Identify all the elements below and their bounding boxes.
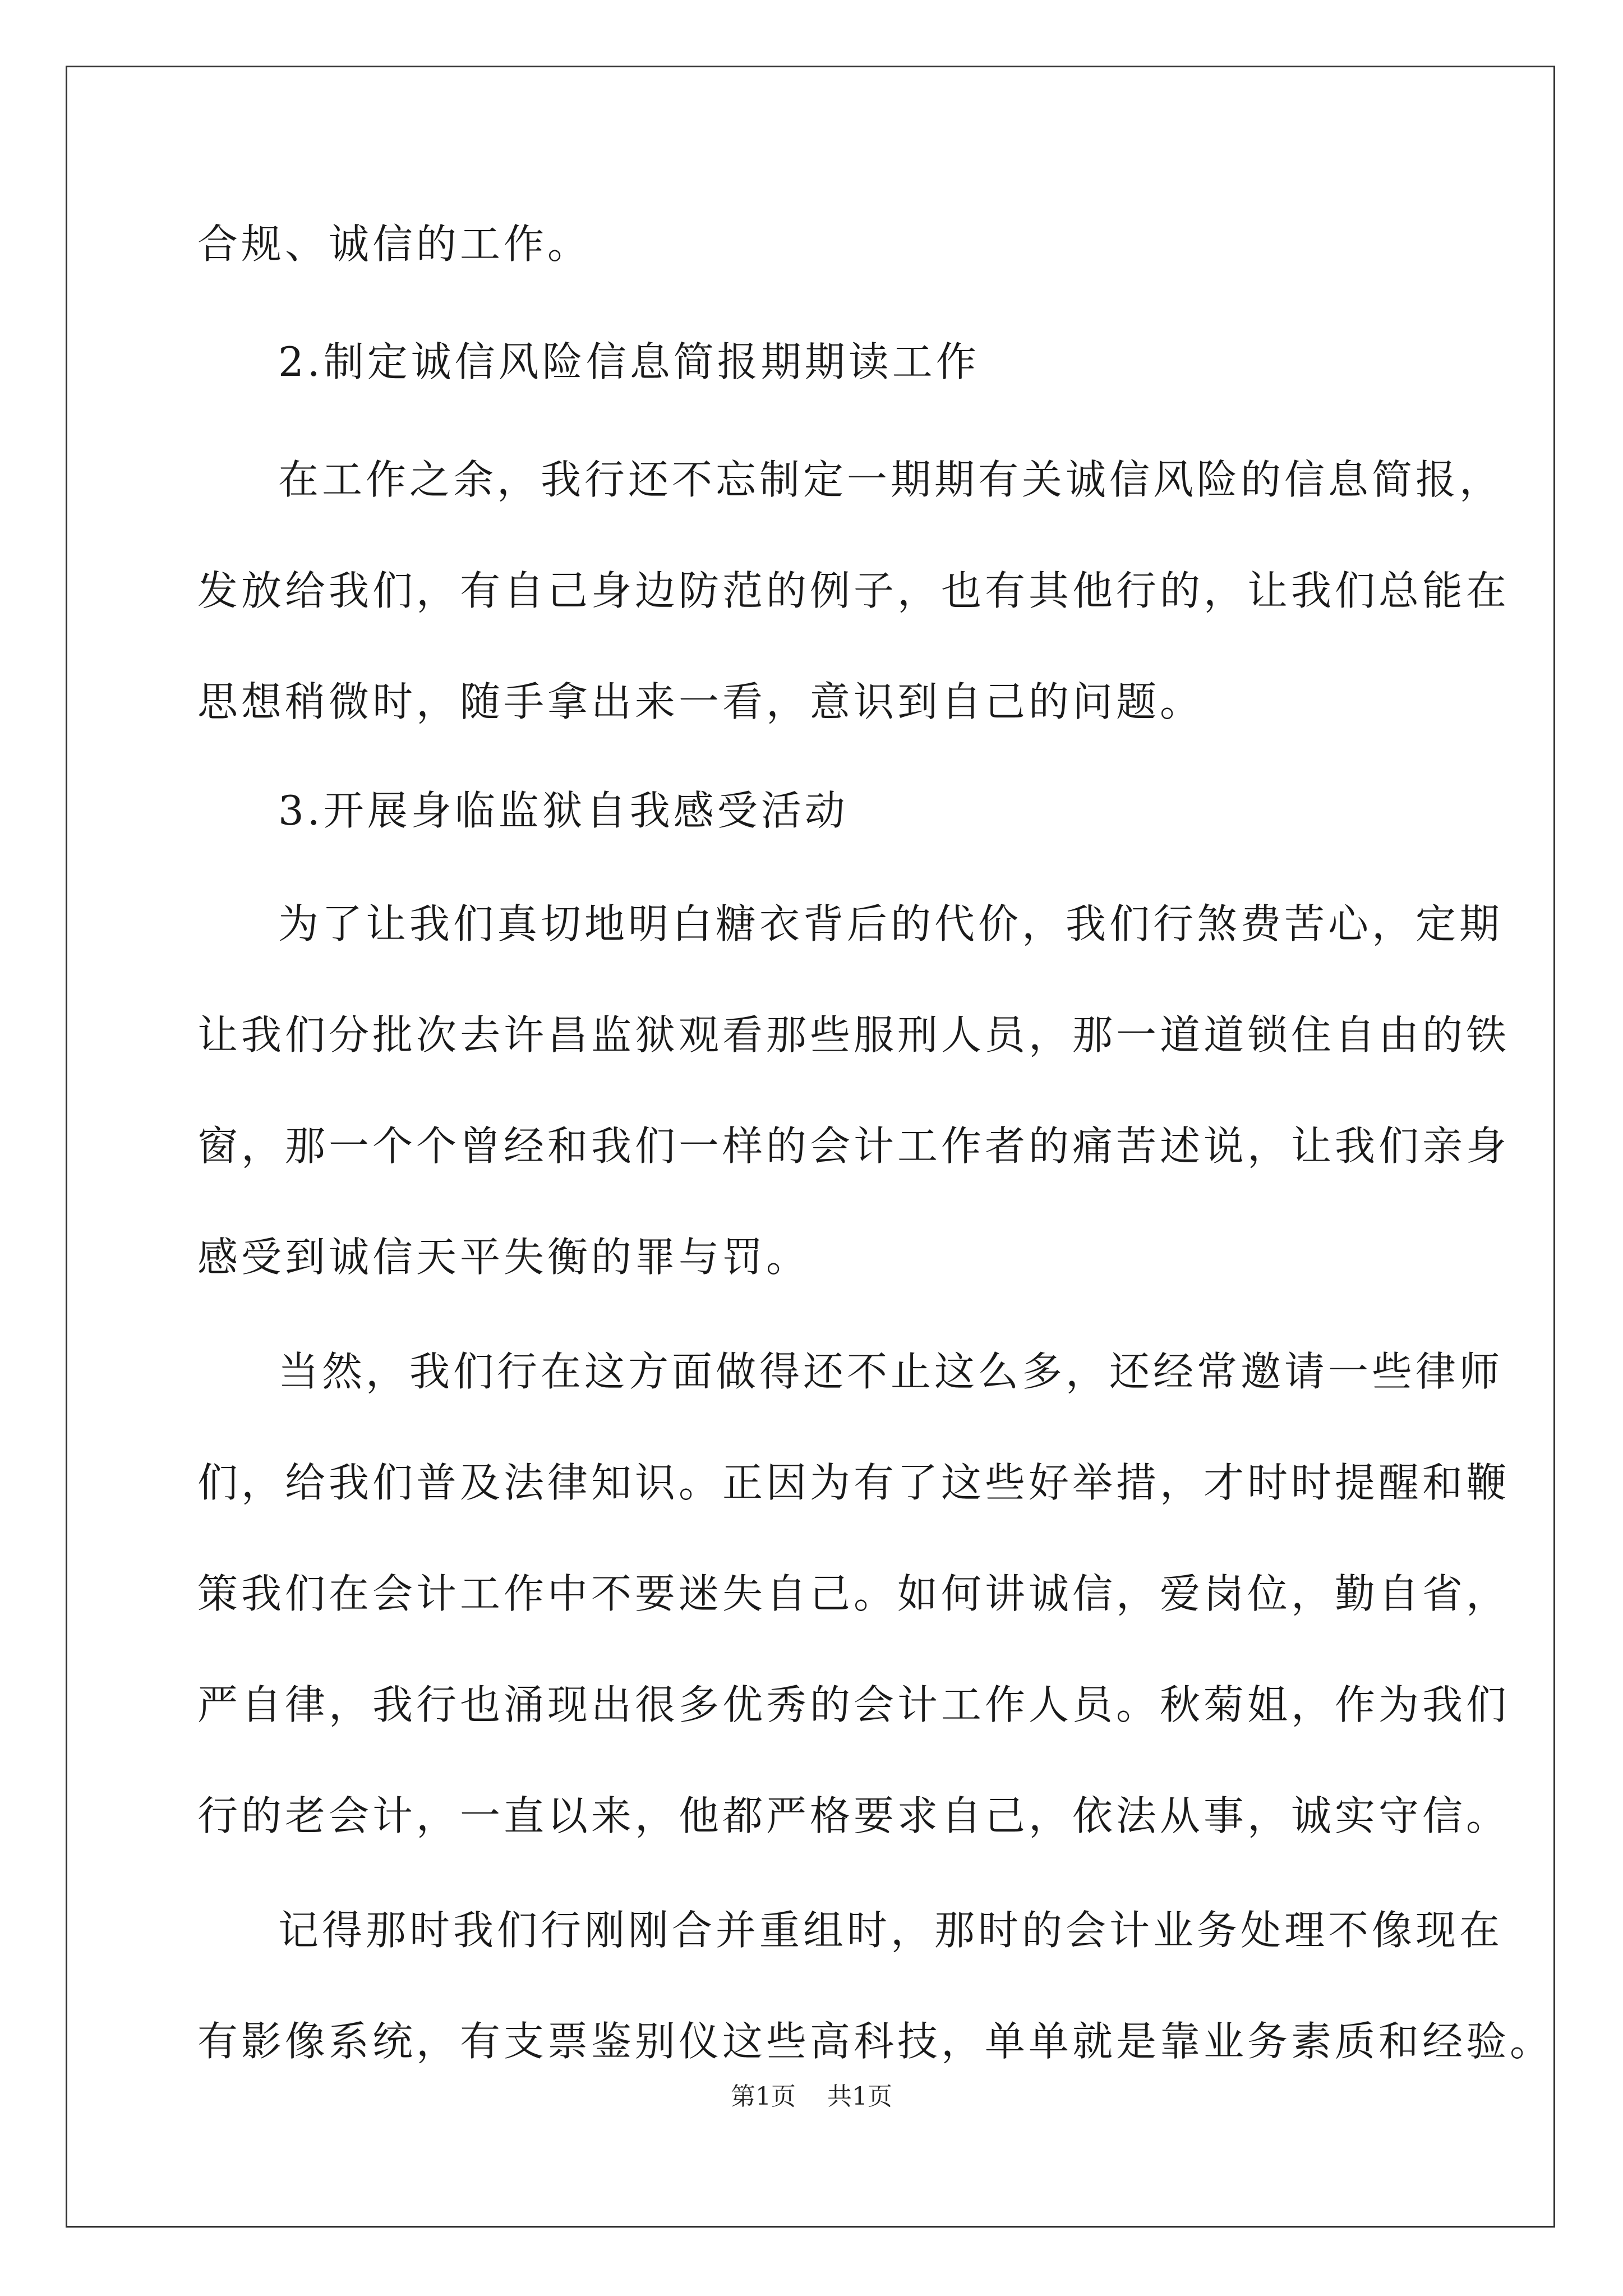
text-line: 让我们分批次去许昌监狱观看那些服刑人员，那一道道锁住自由的铁	[197, 1011, 1510, 1059]
text-line: 在工作之余，我行还不忘制定一期期有关诚信风险的信息简报，	[278, 456, 1504, 503]
text-line: 策我们在会计工作中不要迷失自己。如何讲诚信，爱岗位，勤自省，	[197, 1570, 1510, 1617]
text-line: 为了让我们真切地明白糖衣背后的代价，我们行煞费苦心，定期	[278, 900, 1504, 947]
text-line: 合规、诚信的工作。	[197, 220, 592, 268]
text-line: 发放给我们，有自己身边防范的例子，也有其他行的，让我们总能在	[197, 567, 1510, 614]
text-line: 2.制定诚信风险信息简报期期读工作	[278, 338, 980, 385]
text-line: 严自律，我行也涌现出很多优秀的会计工作人员。秋菊姐，作为我们	[197, 1681, 1510, 1728]
text-line: 行的老会计，一直以来，他都严格要求自己，依法从事，诚实守信。	[197, 1792, 1510, 1839]
text-line: 思想稍微时，随手拿出来一看，意识到自己的问题。	[197, 678, 1204, 725]
page-total: 共1页	[827, 2082, 892, 2111]
text-line: 有影像系统，有支票鉴别仪这些高科技，单单就是靠业务素质和经验。	[197, 2018, 1554, 2065]
page-number: 第1页	[731, 2082, 796, 2111]
text-line: 们，给我们普及法律知识。正因为有了这些好举措，才时时提醒和鞭	[197, 1459, 1510, 1506]
text-line: 记得那时我们行刚刚合并重组时，那时的会计业务处理不像现在	[278, 1907, 1504, 1954]
text-line: 3.开展身临监狱自我感受活动	[278, 787, 849, 834]
text-line: 当然，我们行在这方面做得还不止这么多，还经常邀请一些律师	[278, 1348, 1504, 1395]
page-footer	[0, 2080, 1623, 2114]
text-line: 窗，那一个个曾经和我们一样的会计工作者的痛苦述说，让我们亲身	[197, 1122, 1510, 1170]
text-line: 感受到诚信天平失衡的罪与罚。	[197, 1234, 810, 1281]
